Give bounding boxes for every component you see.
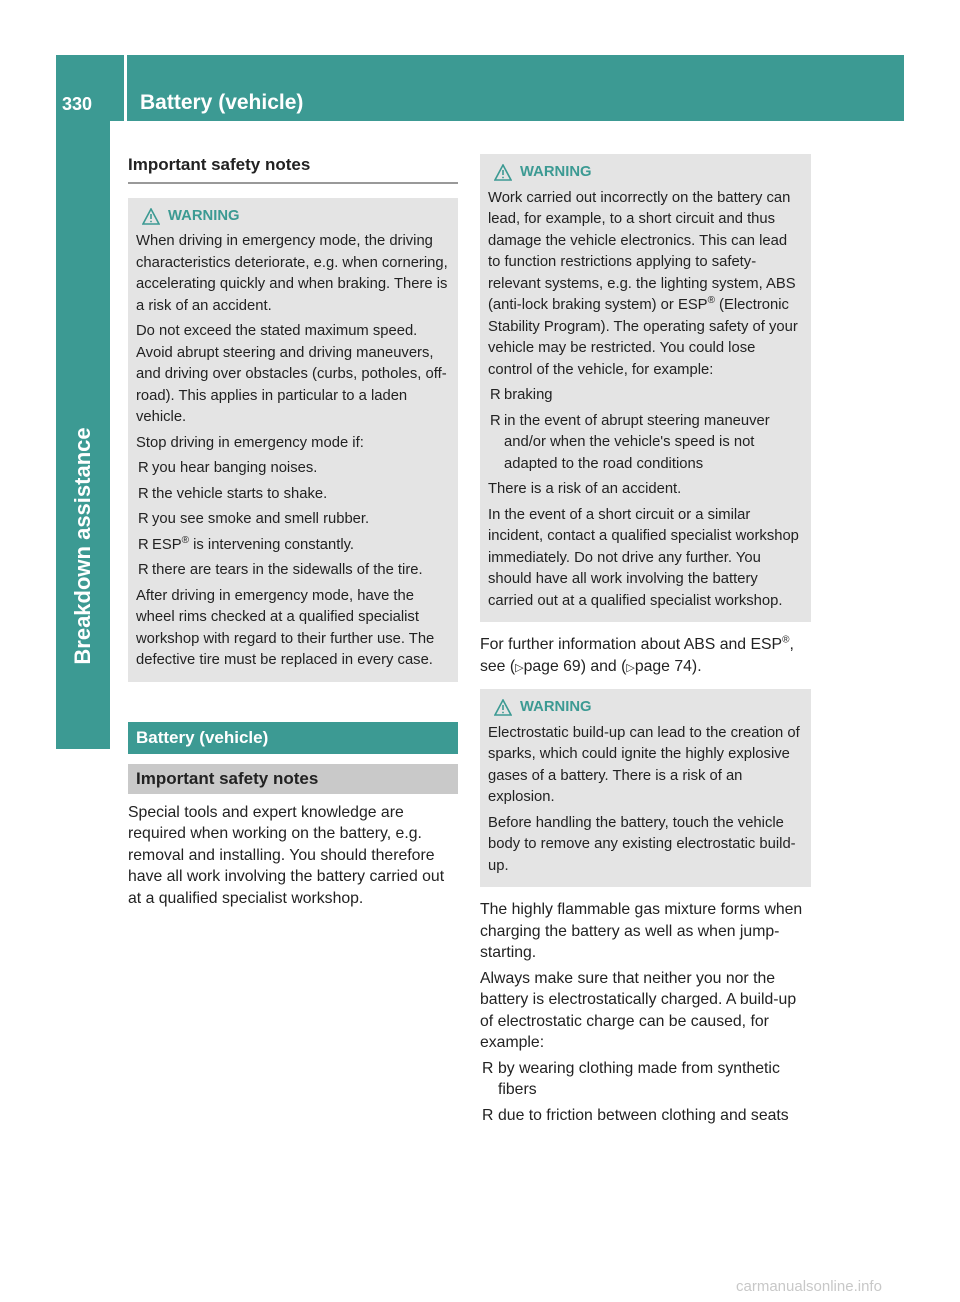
list-item: R ESP® is intervening constantly. [136, 535, 450, 557]
bullet-mark: R [490, 387, 501, 403]
further-info-paragraph: For further information about ABS and ESP®, see (▷page 69) and (▷page 74). [480, 634, 794, 675]
subsection-title: Important safety notes [128, 764, 458, 794]
side-tab-label: Breakdown assistance [70, 427, 95, 665]
list-item: R due to friction between clothing and seats [480, 1105, 811, 1127]
warning-paragraph: After driving in emergency mode, have the wheel rims checked at a qualified specialist workshop with regard to their further use. The defective tire must be replaced in every case. [136, 587, 435, 668]
list-item: R in the event of abrupt steering maneuver and/or when the vehicle's speed is not adapted to the road conditions [490, 412, 770, 472]
warning-header [494, 162, 803, 184]
page-link[interactable]: page 69) and ( [523, 657, 627, 675]
warning-paragraph: There is a risk of an accident. [488, 481, 682, 497]
list-item: R the vehicle starts to shake. [136, 484, 450, 506]
bullet-mark: R [138, 511, 149, 527]
warning-header [142, 206, 450, 228]
bullet-mark: R [138, 536, 149, 553]
bullet-mark: R [138, 460, 149, 476]
warning-triangle-icon [494, 164, 512, 181]
list-item: R by wearing clothing made from synthetic fibers [482, 1059, 780, 1098]
bullet-mark: R [138, 485, 149, 502]
list-item: R you hear banging noises. [136, 458, 450, 480]
bullet-mark: R [138, 562, 149, 578]
warning-paragraph: Before handling the battery, touch the vehicle body to remove any existing electrostatic build-up. [488, 814, 796, 874]
body-paragraph: Always make sure that neither you nor the battery is electrostatically charged. A build-up of electrostatic charge can be caused, for example: [480, 969, 797, 1051]
list-item: R you see smoke and smell rubber. [136, 509, 450, 531]
right-column [480, 154, 811, 1130]
warning-title: WARNING [168, 207, 240, 224]
list-item: R there are tears in the sidewalls of the tire. [136, 560, 450, 582]
warning-header [494, 697, 803, 719]
bullet-mark: R [490, 412, 501, 429]
warning-paragraph: Do not exceed the stated maximum speed. Avoid abrupt steering and driving maneuvers, and driving over obstacles (curbs, potholes, off-road). This applies in particular to a laden vehicle. [136, 323, 447, 425]
warning-paragraph: Stop driving in emergency mode if: [136, 434, 364, 451]
warning-bullet-list [488, 385, 803, 475]
bullet-list [480, 1058, 811, 1127]
page-link[interactable]: page 74). [634, 657, 702, 675]
page-number: 330 [62, 94, 93, 114]
header-separator [124, 55, 127, 121]
footer-watermark: carmanualsonline.info [736, 1278, 882, 1295]
warning-triangle-icon [142, 208, 160, 225]
warning-paragraph: In the event of a short circuit or a similar incident, contact a qualified specialist workshop immediately. Do not drive any further. You should have all work involving the battery carried out at a qualified specialist workshop. [488, 506, 799, 609]
page-reference-arrow-icon: ▷ [515, 661, 524, 674]
bullet-mark: R [482, 1106, 494, 1124]
warning-title: WARNING [520, 699, 592, 715]
left-heading: Important safety notes [128, 154, 458, 184]
warning-paragraph: When driving in emergency mode, the driving characteristics deteriorate, e.g. when cornering, accelerating quickly and when braking. There is a risk of an accident. [136, 233, 448, 314]
warning-triangle-icon [494, 699, 512, 716]
list-item: R braking [488, 385, 803, 407]
warning-paragraph: Work carried out incorrectly on the battery can lead, for example, to a short circuit and thus damage the vehicle electronics. This can lead to function restrictions applying to safety-relevant systems, e.g. the lighting system, ABS (anti-lock braking system) or ESP® (Electronic Stability Program). The operating safety of your vehicle may be restricted. You could lose control of the vehicle, for example: [488, 189, 798, 378]
bullet-mark: R [482, 1059, 494, 1077]
header-title: Battery (vehicle) [140, 91, 304, 114]
warning-box-driving [128, 198, 458, 682]
body-paragraph: The highly flammable gas mixture forms when charging the battery as well as when jump-starting. [480, 901, 803, 961]
warning-box-electrostatic [480, 689, 811, 887]
page-reference-arrow-icon: ▷ [626, 661, 635, 674]
warning-paragraph: Electrostatic build-up can lead to the creation of sparks, which could ignite the highly explosive gases of a battery. There is a risk of an explosion. [488, 724, 800, 805]
body-paragraph: Special tools and expert knowledge are required when working on the battery, e.g. removal and installing. You should therefore have all work involving the battery carried out at a qualified specialist workshop. [128, 803, 445, 907]
warning-bullet-list [136, 458, 450, 582]
left-column [128, 154, 458, 913]
warning-title: WARNING [520, 164, 592, 180]
section-title: Battery (vehicle) [128, 722, 458, 754]
warning-box-battery-work [480, 154, 811, 622]
